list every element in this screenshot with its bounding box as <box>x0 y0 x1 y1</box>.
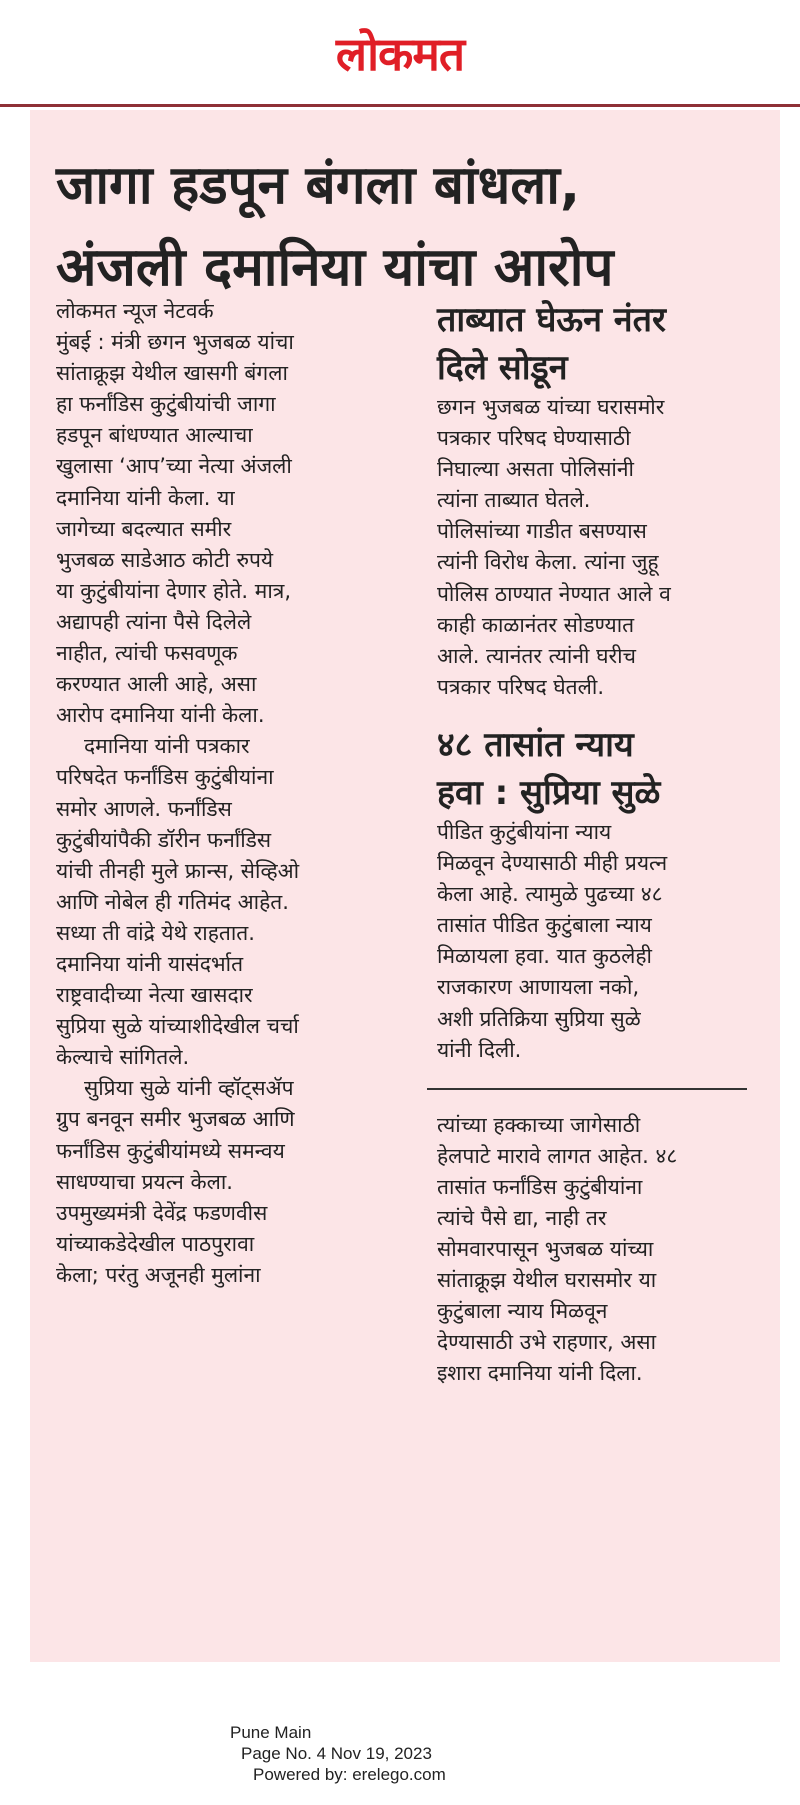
subheading-line: ताब्यात घेऊन नंतर <box>437 300 666 340</box>
text-line: पत्रकार परिषद घेतली. <box>437 674 605 699</box>
page-date-label: Page No. 4 Nov 19, 2023 <box>241 1744 432 1763</box>
text-line: दमानिया यांनी पत्रकार <box>84 734 250 759</box>
text-line: तासांत फर्नांडिस कुटुंबीयांना <box>437 1174 643 1199</box>
text-line: भुजबळ साडेआठ कोटी रुपये <box>56 547 274 572</box>
text-line: फर्नांडिस कुटुंबीयांमध्ये समन्वय <box>56 1138 285 1163</box>
text-line: यांच्याकडेदेखील पाठपुरावा <box>56 1231 255 1256</box>
headline-line: जागा हडपून बंगला बांधला, <box>56 155 581 216</box>
text-line: देण्यासाठी उभे राहणार, असा <box>437 1330 657 1355</box>
text-line: केल्याचे सांगितले. <box>56 1045 190 1070</box>
text-line: राजकारण आणायला नको, <box>437 975 640 1000</box>
right-column <box>437 296 767 1390</box>
text-line: केला; परंतु अजूनही मुलांना <box>56 1262 261 1287</box>
text-line: या कुटुंबीयांना देणार होते. मात्र, <box>56 578 292 603</box>
text-line: लोकमत न्यूज नेटवर्क <box>56 299 214 323</box>
text-line: यांनी दिली. <box>437 1037 522 1062</box>
text-line: नाहीत, त्यांची फसवणूक <box>56 641 238 666</box>
subheading-supriya-sule <box>437 721 767 817</box>
text-line: परिषदेत फर्नांडिस कुटुंबीयांना <box>56 765 274 790</box>
text-line: केला आहे. त्यामुळे पुढच्या ४८ <box>437 882 663 907</box>
text-line: दमानिया यांनी केला. या <box>56 485 235 510</box>
text-line: पत्रकार परिषद घेण्यासाठी <box>437 426 631 451</box>
text-line: त्यांच्या हक्काच्या जागेसाठी <box>437 1112 641 1137</box>
continuation-body <box>437 1110 767 1390</box>
text-line: सुप्रिया सुळे यांनी व्हॉट्सॲप <box>84 1076 294 1101</box>
section-detained-body <box>437 392 767 703</box>
subheading-line: ४८ तासांत न्याय <box>437 724 634 765</box>
lokmat-logo: लोकमत <box>335 27 465 81</box>
text-line: समोर आणले. फर्नांडिस <box>56 796 232 821</box>
text-line: सोमवारपासून भुजबळ यांच्या <box>437 1237 654 1262</box>
text-line: पोलिसांच्या गाडीत बसण्यास <box>437 519 647 544</box>
text-line: अद्यापही त्यांना पैसे दिलेले <box>56 609 252 634</box>
section-supriya-body <box>437 817 767 1066</box>
text-line: कुटुंबाला न्याय मिळवून <box>437 1299 608 1324</box>
text-line: हा फर्नांडिस कुटुंबीयांची जागा <box>56 392 276 417</box>
text-line: सध्या ती वांद्रे येथे राहतात. <box>56 920 255 945</box>
text-line: मुंबई : मंत्री छगन भुजबळ यांचा <box>56 330 294 355</box>
text-line: सांताक्रूझ येथील घरासमोर या <box>437 1268 657 1293</box>
text-line: साधण्याचा प्रयत्न केला. <box>56 1169 233 1194</box>
text-line: पीडित कुटुंबीयांना न्याय <box>437 819 612 844</box>
article-headline <box>56 145 776 309</box>
headline-line: अंजली दमानिया यांचा आरोप <box>56 237 614 298</box>
edition-label: Pune Main <box>230 1723 312 1742</box>
text-line: दमानिया यांनी यासंदर्भात <box>56 951 244 976</box>
text-line: तासांत पीडित कुटुंबाला न्याय <box>437 913 652 938</box>
text-line: हेलपाटे मारावे लागत आहेत. ४८ <box>437 1143 678 1168</box>
text-line: कुटुंबीयांपैकी डॉरीन फर्नांडिस <box>56 827 272 852</box>
text-line: जागेच्या बदल्यात समीर <box>56 516 232 541</box>
text-line: पोलिस ठाण्यात नेण्यात आले व <box>437 581 671 606</box>
text-line: राष्ट्रवादीच्या नेत्या खासदार <box>56 983 253 1008</box>
text-line: मिळवून देण्यासाठी मीही प्रयत्न <box>437 851 668 876</box>
text-line: हडपून बांधण्यात आल्याचा <box>56 423 253 448</box>
text-line: मिळायला हवा. यात कुठलेही <box>437 944 652 969</box>
text-line: ग्रुप बनवून समीर भुजबळ आणि <box>56 1107 295 1132</box>
text-line: इशारा दमानिया यांनी दिला. <box>437 1361 643 1386</box>
subheading-line: दिले सोडून <box>437 348 568 388</box>
text-line: यांची तीनही मुले फ्रान्स, सेव्हिओ <box>56 858 300 883</box>
text-line: त्यांना ताब्यात घेतले. <box>437 488 591 513</box>
text-line: छगन भुजबळ यांच्या घरासमोर <box>437 395 665 419</box>
text-line: काही काळानंतर सोडण्यात <box>437 612 635 637</box>
text-line: आले. त्यानंतर त्यांनी घरीच <box>437 643 636 668</box>
masthead-rule <box>0 104 800 107</box>
powered-by-label: Powered by: erelego.com <box>253 1765 446 1784</box>
text-line: निघाल्या असता पोलिसांनी <box>437 457 634 482</box>
text-line: आरोप दमानिया यांनी केला. <box>56 703 265 728</box>
column-divider <box>427 1088 747 1090</box>
text-line: त्यांचे पैसे द्या, नाही तर <box>437 1205 607 1230</box>
text-line: सुप्रिया सुळे यांच्याशीदेखील चर्चा <box>56 1014 299 1039</box>
text-line: उपमुख्यमंत्री देवेंद्र फडणवीस <box>56 1200 268 1225</box>
text-line: खुलासा ‘आप’च्या नेत्या अंजली <box>56 454 292 479</box>
text-line: सांताक्रूझ येथील खासगी बंगला <box>56 361 288 386</box>
text-line: आणि नोबेल ही गतिमंद आहेत. <box>56 889 289 914</box>
left-column <box>56 296 416 1291</box>
text-line: करण्यात आली आहे, असा <box>56 672 257 697</box>
text-line: त्यांनी विरोध केला. त्यांना जुहू <box>437 550 659 575</box>
subheading-line: हवा : सुप्रिया सुळे <box>437 772 661 813</box>
subheading-detained <box>437 296 767 392</box>
text-line: अशी प्रतिक्रिया सुप्रिया सुळे <box>437 1006 641 1031</box>
